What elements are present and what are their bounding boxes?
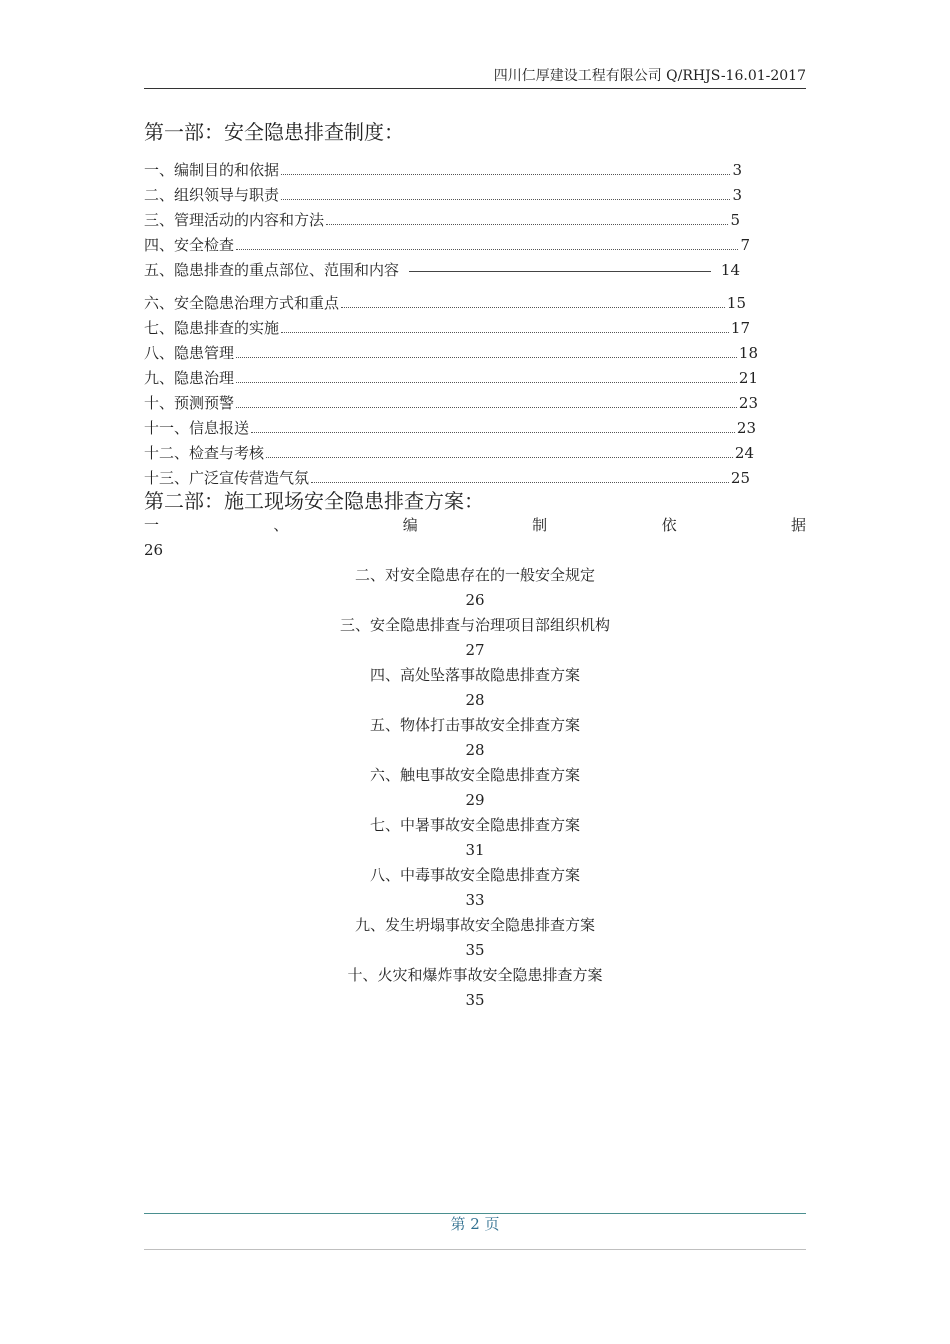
- toc-entry[interactable]: [144, 256, 740, 280]
- spread-char: 据: [790, 516, 806, 534]
- toc-entry-page: 14: [720, 261, 740, 279]
- toc-entry-page: 7: [740, 236, 750, 254]
- part2-entry-page: 35: [465, 941, 485, 959]
- document-header: [144, 66, 806, 89]
- part1-title: 第一部：安全隐患排查制度：: [144, 120, 404, 144]
- spread-char: 依: [661, 516, 677, 534]
- dot-leader: [341, 306, 725, 308]
- toc-entry-label: 十、预测预警: [144, 394, 235, 412]
- toc-entry-label: 六、安全隐患治理方式和重点: [144, 294, 340, 312]
- part2-entry-page: 27: [465, 641, 485, 659]
- toc-entry[interactable]: [144, 464, 750, 488]
- toc-entry[interactable]: [144, 231, 750, 255]
- toc-entry[interactable]: [144, 389, 758, 413]
- toc-entry-page: 18: [738, 344, 758, 362]
- part2-entry-label[interactable]: 三、安全隐患排查与治理项目部组织机构: [339, 616, 610, 634]
- header-text: 四川仁厚建设工程有限公司 Q/RHJS-16.01-2017: [493, 68, 806, 84]
- dot-leader: [281, 331, 729, 333]
- part2-entry-label[interactable]: 七、中暑事故安全隐患排查方案: [369, 816, 580, 834]
- toc-entry-label: 十二、检查与考核: [144, 444, 265, 462]
- spread-char: 编: [402, 516, 418, 534]
- part2-entry-label[interactable]: 十、火灾和爆炸事故安全隐患排查方案: [347, 966, 603, 984]
- toc-entry[interactable]: [144, 314, 750, 338]
- toc-entry-label: 七、隐患排查的实施: [144, 319, 280, 337]
- dot-leader: [236, 356, 737, 358]
- dot-leader: [251, 431, 735, 433]
- spread-char: 一: [144, 516, 160, 534]
- toc-entry-label: 十一、信息报送: [144, 419, 250, 437]
- toc-entry-label: 一、编制目的和依据: [144, 161, 280, 179]
- part2-entry-label[interactable]: 六、触电事故安全隐患排查方案: [369, 766, 580, 784]
- toc-entry[interactable]: [144, 414, 756, 438]
- part2-entry-label[interactable]: 五、物体打击事故安全排查方案: [369, 716, 580, 734]
- toc-entry-label: 五、隐患排查的重点部位、范围和内容: [144, 261, 400, 279]
- toc-entry-page: 25: [730, 469, 750, 487]
- toc-entry-label: 八、隐患管理: [144, 344, 235, 362]
- toc-entry[interactable]: [144, 364, 758, 388]
- footer-bottom-divider: [144, 1249, 806, 1250]
- part2-entry-page: 28: [465, 691, 485, 709]
- part2-entry-page: 35: [465, 991, 485, 1009]
- part2-entry-page: 28: [465, 741, 485, 759]
- toc-entry-label: 三、管理活动的内容和方法: [144, 211, 325, 229]
- toc-leader-line: [409, 270, 711, 272]
- toc-entry[interactable]: [144, 206, 740, 230]
- spread-char: 、: [273, 516, 289, 534]
- dot-leader: [236, 406, 737, 408]
- part2-title: 第二部：施工现场安全隐患排查方案：: [144, 489, 484, 513]
- toc-entry[interactable]: [144, 439, 754, 463]
- toc-entry-label: 九、隐患治理: [144, 369, 235, 387]
- toc-entry-page: 23: [736, 419, 756, 437]
- toc-entry-label: 二、组织领导与职责: [144, 186, 280, 204]
- toc-entry-label: 十三、广泛宣传营造气氛: [144, 469, 310, 487]
- spread-char: 制: [532, 516, 548, 534]
- toc-entry[interactable]: [144, 339, 758, 363]
- toc-entry-page: 3: [732, 161, 742, 179]
- part2-entry-label[interactable]: 二、对安全隐患存在的一般安全规定: [354, 566, 595, 584]
- toc-entry-page: 17: [730, 319, 750, 337]
- dot-leader: [281, 173, 730, 175]
- part2-entry-label[interactable]: 九、发生坍塌事故安全隐患排查方案: [354, 916, 595, 934]
- dot-leader: [326, 223, 728, 225]
- part2-entry-page: 31: [465, 841, 485, 859]
- toc-entry-page: 21: [738, 369, 758, 387]
- dot-leader: [311, 481, 729, 483]
- toc-entry-page: 26: [144, 541, 164, 559]
- toc-entry[interactable]: [144, 289, 746, 313]
- toc-entry[interactable]: [144, 181, 742, 205]
- toc-entry-label: 四、安全检查: [144, 236, 235, 254]
- part2-entry-page: 29: [465, 791, 485, 809]
- dot-leader: [236, 248, 738, 250]
- part2-entry-label[interactable]: 四、高处坠落事故隐患排查方案: [369, 666, 580, 684]
- dot-leader: [266, 456, 733, 458]
- toc-entry-page: 5: [730, 211, 740, 229]
- toc-entry[interactable]: [144, 156, 742, 180]
- dot-leader: [236, 381, 737, 383]
- dot-leader: [281, 198, 730, 200]
- part2-first-entry[interactable]: [144, 515, 806, 535]
- part2-entry-page: 26: [465, 591, 485, 609]
- part2-entry-page: 33: [465, 891, 485, 909]
- page-number-footer: 第 2 页: [450, 1215, 500, 1233]
- toc-entry-page: 24: [734, 444, 754, 462]
- toc-entry-page: 3: [732, 186, 742, 204]
- toc-entry-page: 23: [738, 394, 758, 412]
- part2-entry-label[interactable]: 八、中毒事故安全隐患排查方案: [369, 866, 580, 884]
- toc-entry-page: 15: [726, 294, 746, 312]
